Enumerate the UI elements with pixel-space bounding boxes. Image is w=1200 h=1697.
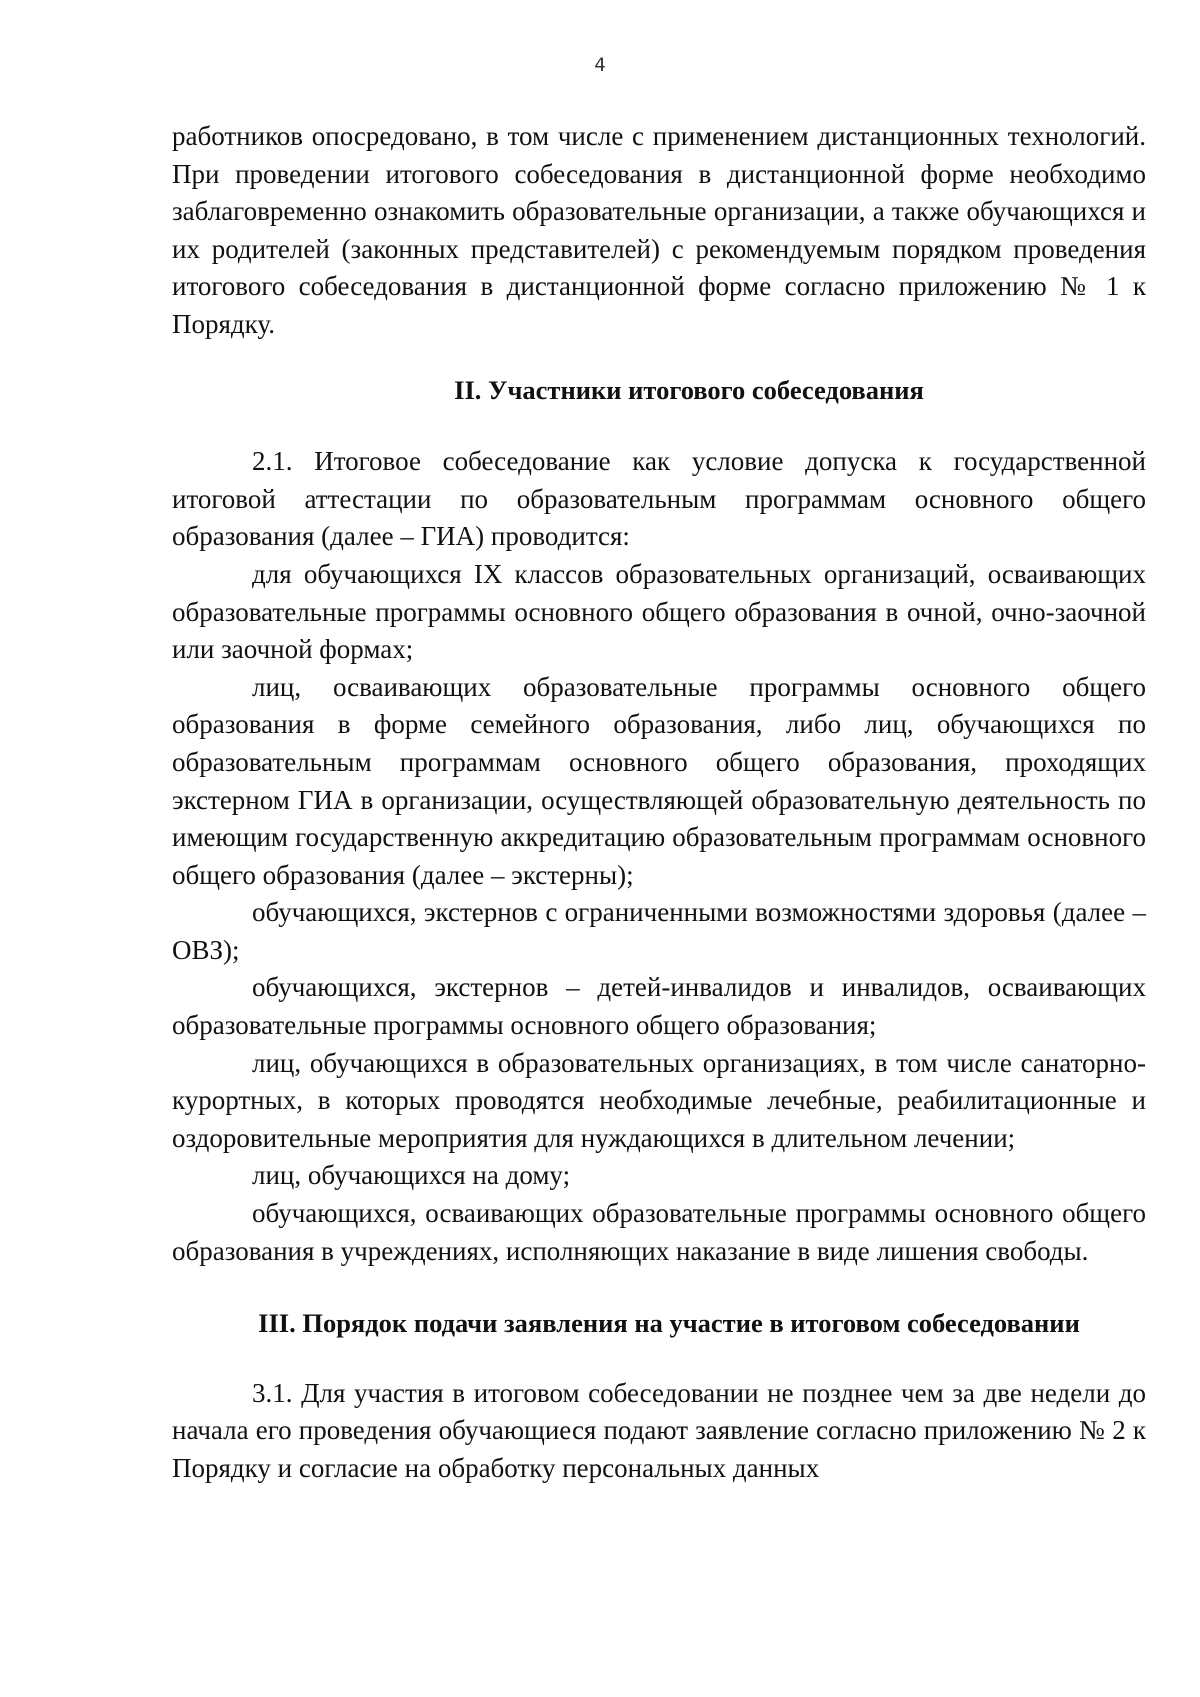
paragraph-3-1: 3.1. Для участия в итоговом собеседовании не позднее чем за две недели до начала его проведения обучающиеся подают заявление согласно приложению № 2 к Порядку и согласие на обработку персональных данных bbox=[172, 1377, 1146, 1483]
page-number: 4 bbox=[594, 54, 606, 76]
list-item-disabled-children: обучающихся, экстернов – детей-инвалидов и инвалидов, осваивающих образовательные программы основного общего образования; bbox=[172, 972, 1146, 1041]
list-item-penal-institution-students: обучающихся, осваивающих образовательные программы основного общего образования в учреждениях, исполняющих наказание в виде лишения свободы. bbox=[172, 1198, 1146, 1266]
section-3-heading: III. Порядок подачи заявления на участие в итоговом собеседовании bbox=[258, 1308, 1080, 1339]
intro-paragraph: работников опосредовано, в том числе с применением дистанционных технологий. При проведении итогового собеседования в дистанционной форме необходимо заблаговременно ознакомить образовательные организации, а также обучающихся и их родителей (законных представителей) с рекомендуемым порядком проведения итогового собеседования в дистанционной форме согласно приложению № 1 к Порядку. bbox=[172, 121, 1146, 339]
paragraph-2-1: 2.1. Итоговое собеседование как условие допуска к государственной итоговой аттестации по образовательным программам основного общего образования (далее – ГИА) проводится: bbox=[172, 446, 1146, 552]
list-item-home-students: лиц, обучающихся на дому; bbox=[252, 1160, 571, 1191]
list-item-external-students: лиц, осваивающих образовательные программы основного общего образования в форме семейного образования, либо лиц, обучающихся по образовательным программам основного общего образования, проходящих экстерном ГИА в организации, осуществляющей образовательную деятельность по имеющим государственную аккредитацию образовательным программам основного общего образования (далее – экстерны); bbox=[172, 671, 1146, 890]
list-item-sanatorium-students: лиц, обучающихся в образовательных организациях, в том числе санаторно-курортных, в которых проводятся необходимые лечебные, реабилитационные и оздоровительные мероприятия для нуждающихся в длительном лечении; bbox=[172, 1047, 1146, 1153]
list-item-students-with-disabilities: обучающихся, экстернов с ограниченными возможностями здоровья (далее – ОВЗ); bbox=[172, 897, 1146, 965]
section-2-heading: II. Участники итогового собеседования bbox=[454, 374, 924, 405]
list-item-grade-9-students: для обучающихся IX классов образовательных организаций, осваивающих образовательные программы основного общего образования в очной, очно-заочной или заочной формах; bbox=[172, 558, 1146, 665]
page-content bbox=[172, 118, 1146, 1488]
